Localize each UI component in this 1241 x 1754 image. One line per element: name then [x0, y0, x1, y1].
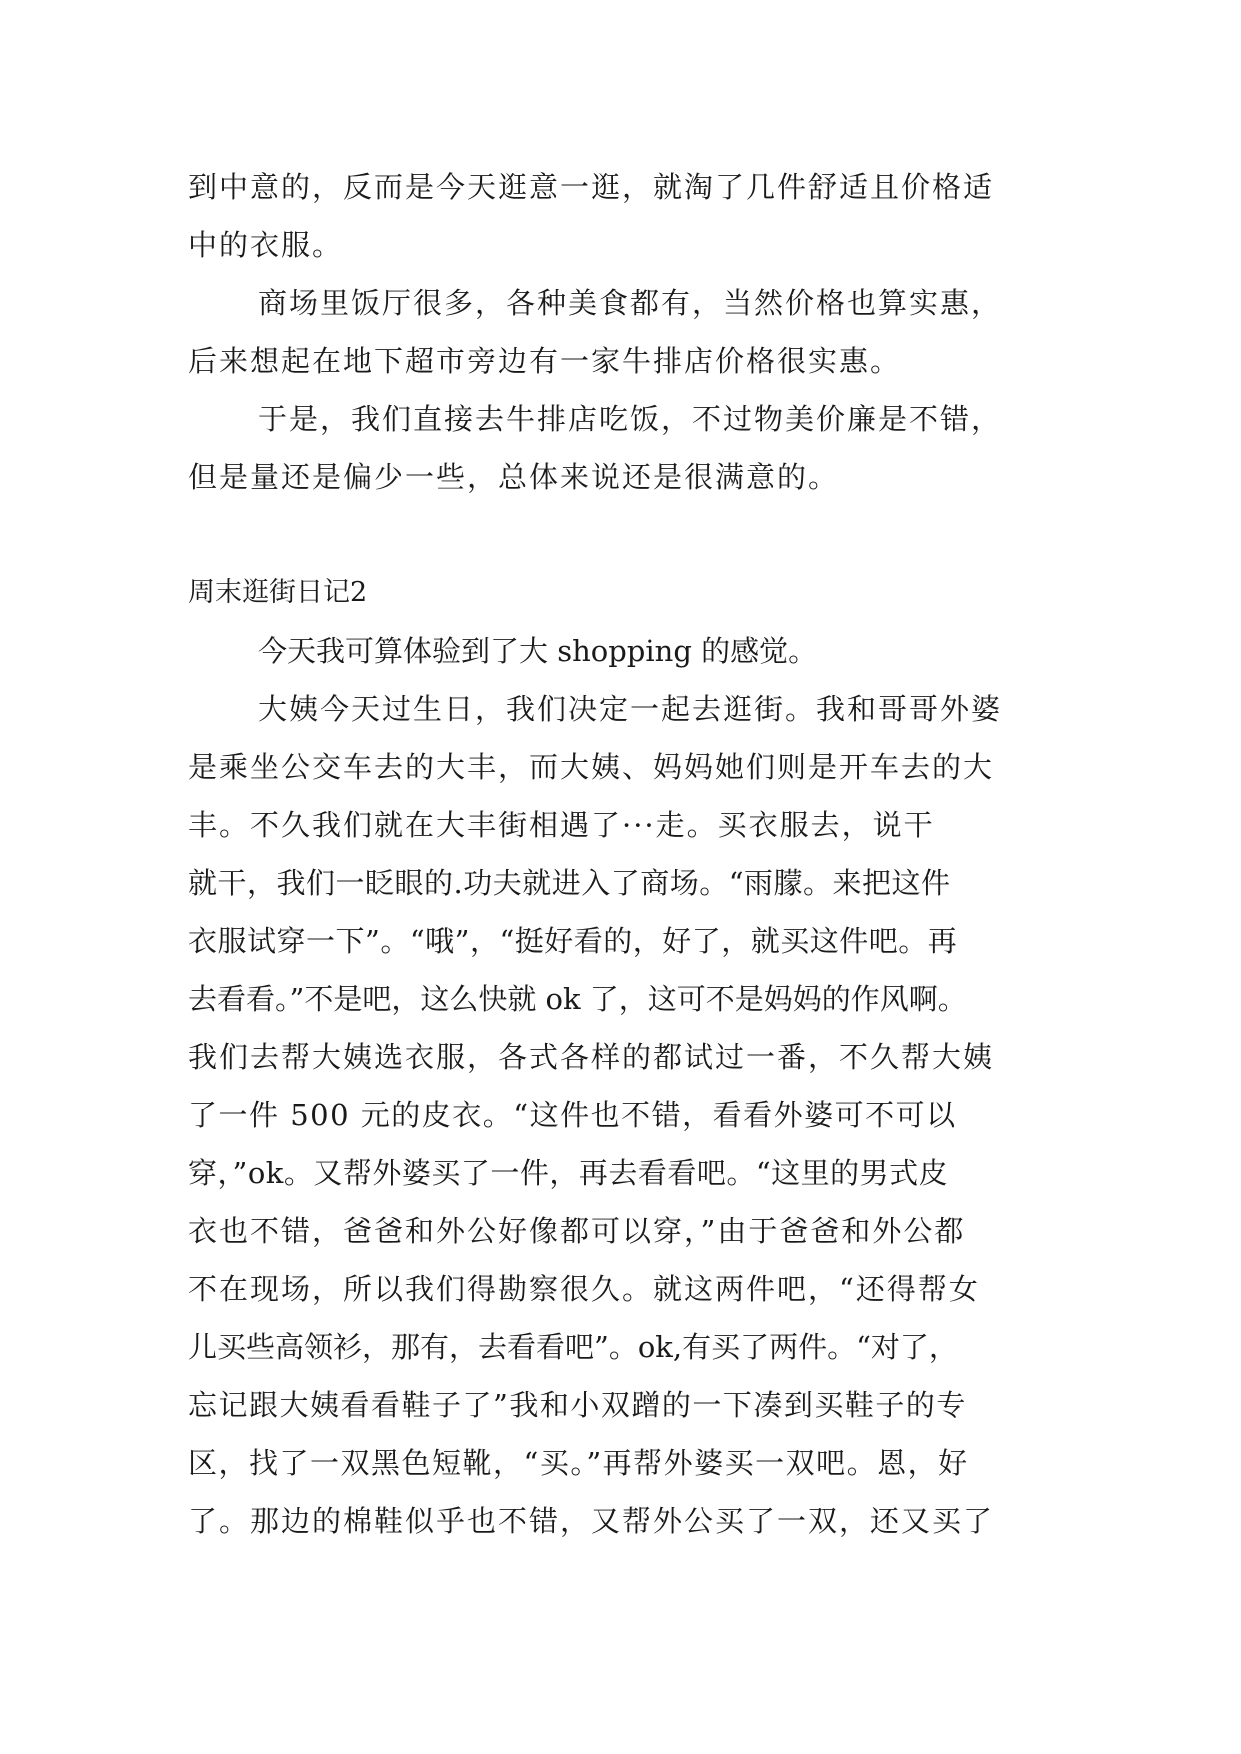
paragraph-line: 丰。不久我们就在大丰街相遇了···走。买衣服去，说干 — [188, 808, 935, 842]
paragraph-line: 后来想起在地下超市旁边有一家牛排店价格很实惠。 — [188, 344, 902, 378]
paragraph-line: 但是量还是偏少一些，总体来说还是很满意的。 — [188, 460, 840, 494]
paragraph-line: 不在现场，所以我们得勘察很久。就这两件吧，“还得帮女 — [188, 1272, 980, 1306]
paragraph-line: 我们去帮大姨选衣服，各式各样的都试过一番，不久帮大姨 — [188, 1040, 995, 1074]
paragraph-line: 儿买些高领衫，那有，去看看吧”。ok,有买了两件。“对了， — [188, 1330, 958, 1364]
paragraph-line: 中的衣服。 — [188, 228, 344, 262]
paragraph-line: 到中意的，反而是今天逛意一逛，就淘了几件舒适且价格适 — [188, 170, 995, 204]
paragraph-line: 穿，”ok。又帮外婆买了一件，再去看看吧。“这里的男式皮 — [188, 1156, 949, 1190]
paragraph-line: 于是，我们直接去牛排店吃饭，不过物美价廉是不错， — [258, 402, 1003, 436]
paragraph-line: 今天我可算体验到了大 shopping 的感觉。 — [258, 634, 818, 668]
paragraph-line: 大姨今天过生日，我们决定一起去逛街。我和哥哥外婆 — [258, 692, 1003, 726]
paragraph-line: 就干，我们一眨眼的.功夫就进入了商场。“雨朦。来把这件 — [188, 866, 951, 900]
paragraph-line: 了一件 500 元的皮衣。“这件也不错，看看外婆可不可以 — [188, 1098, 957, 1132]
document-body — [188, 158, 1050, 1550]
paragraph-line: 是乘坐公交车去的大丰，而大姨、妈妈她们则是开车去的大 — [188, 750, 995, 784]
paragraph-line: 衣也不错，爸爸和外公好像都可以穿，”由于爸爸和外公都 — [188, 1214, 966, 1248]
paragraph-line: 商场里饭厅很多，各种美食都有，当然价格也算实惠， — [258, 286, 1003, 320]
paragraph-line: 忘记跟大姨看看鞋子了”我和小双蹭的一下凑到买鞋子的专 — [188, 1388, 967, 1422]
paragraph-line: 衣服试穿一下”。“哦”，“挺好看的，好了，就买这件吧。再 — [188, 924, 958, 958]
blank-line — [188, 506, 1050, 564]
paragraph-line: 区，找了一双黑色短靴，“买。”再帮外婆买一双吧。恩，好 — [188, 1446, 969, 1480]
paragraph-line: 去看看。”不是吧，这么快就 ok 了，这可不是妈妈的作风啊。 — [188, 982, 967, 1016]
section-title: 周末逛街日记2 — [188, 577, 368, 608]
paragraph-line: 了。那边的棉鞋似乎也不错，又帮外公买了一双，还又买了 — [188, 1504, 995, 1538]
